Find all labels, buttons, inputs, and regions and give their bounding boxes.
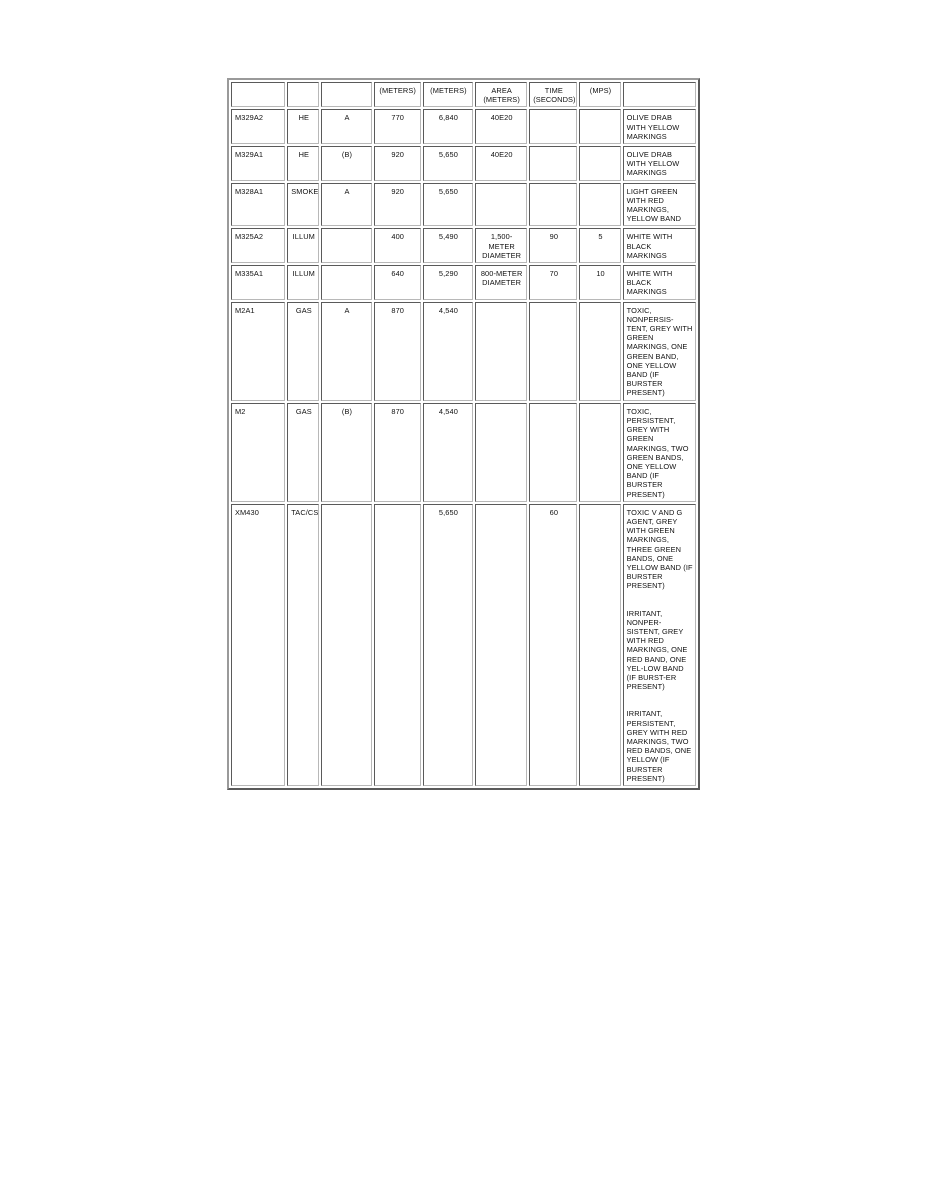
min-range-cell: 870	[374, 302, 421, 401]
max-range-cell: 5,650	[423, 504, 473, 786]
model-cell: M329A2	[231, 109, 285, 144]
max-range-cell: 6,840	[423, 109, 473, 144]
fuze-cell	[321, 228, 371, 263]
model-cell: M329A1	[231, 146, 285, 181]
markings-text: OLIVE DRAB WITH YELLOW MARKINGS	[626, 113, 680, 141]
markings-cell	[623, 504, 696, 786]
fuze-cell	[321, 265, 371, 300]
table-row	[231, 109, 696, 144]
markings-cell	[623, 146, 696, 181]
markings-cell	[623, 228, 696, 263]
type-cell: HE	[287, 109, 319, 144]
model-cell: M325A2	[231, 228, 285, 263]
speed-cell	[579, 183, 620, 227]
table-row	[231, 504, 696, 786]
type-cell: HE	[287, 146, 319, 181]
speed-cell	[579, 504, 620, 786]
ammunition-data-table	[227, 78, 700, 790]
header-cell: (MPS)	[579, 82, 620, 107]
time-cell: 70	[529, 265, 577, 300]
markings-text: TOXIC, NONPERSIS-TENT, GREY WITH GREEN MARKINGS, ONE GREEN BAND, ONE YELLOW BAND (IF BURSTER PRESENT)	[626, 305, 693, 398]
time-cell	[529, 109, 577, 144]
type-cell: ILLUM	[287, 265, 319, 300]
time-cell: 90	[529, 228, 577, 263]
fuze-cell: A	[321, 109, 371, 144]
markings-text: IRRITANT, NONPER-SISTENT, GREY WITH RED MARKINGS, ONE RED BAND, ONE YEL-LOW BAND (IF BURST-ER PRESENT)	[626, 608, 688, 692]
markings-text: OLIVE DRAB WITH YELLOW MARKINGS	[626, 150, 680, 178]
max-range-cell: 5,290	[423, 265, 473, 300]
speed-cell	[579, 109, 620, 144]
type-cell: SMOKE	[287, 183, 319, 227]
speed-cell: 5	[579, 228, 620, 263]
min-range-cell: 870	[374, 403, 421, 502]
header-cell: (METERS)	[374, 82, 421, 107]
speed-cell: 10	[579, 265, 620, 300]
fuze-cell: (B)	[321, 403, 371, 502]
table-header-row	[231, 82, 696, 107]
markings-cell	[623, 302, 696, 401]
speed-cell	[579, 403, 620, 502]
min-range-cell	[374, 504, 421, 786]
markings-text: TOXIC V AND G AGENT, GREY WITH GREEN MARKINGS, THREE GREEN BANDS, ONE YELLOW BAND (IF BURSTER PRESENT)	[626, 507, 693, 591]
markings-text: WHITE WITH BLACK MARKINGS	[626, 269, 673, 297]
speed-cell	[579, 146, 620, 181]
markings-cell	[623, 109, 696, 144]
fuze-cell: (B)	[321, 146, 371, 181]
time-cell	[529, 403, 577, 502]
table-row	[231, 228, 696, 263]
max-range-cell: 5,490	[423, 228, 473, 263]
area-cell	[475, 183, 527, 227]
model-cell: M328A1	[231, 183, 285, 227]
header-cell	[287, 82, 319, 107]
markings-cell	[623, 183, 696, 227]
header-cell: AREA (METERS)	[475, 82, 527, 107]
model-cell: M2	[231, 403, 285, 502]
type-cell: TAC/CS	[287, 504, 319, 786]
fuze-cell	[321, 504, 371, 786]
header-cell	[321, 82, 371, 107]
markings-text: WHITE WITH BLACK MARKINGS	[626, 232, 673, 260]
area-cell: 40E20	[475, 109, 527, 144]
max-range-cell: 5,650	[423, 146, 473, 181]
min-range-cell: 770	[374, 109, 421, 144]
markings-text: TOXIC, PERSISTENT, GREY WITH GREEN MARKINGS, TWO GREEN BANDS, ONE YELLOW BAND (IF BURSTER PRESENT)	[626, 406, 689, 499]
header-cell	[231, 82, 285, 107]
header-cell	[623, 82, 696, 107]
area-cell: 40E20	[475, 146, 527, 181]
speed-cell	[579, 302, 620, 401]
fuze-cell: A	[321, 183, 371, 227]
fuze-cell: A	[321, 302, 371, 401]
markings-text: LIGHT GREEN WITH RED MARKINGS, YELLOW BAND	[626, 186, 682, 224]
time-cell	[529, 302, 577, 401]
type-cell: ILLUM	[287, 228, 319, 263]
time-cell	[529, 146, 577, 181]
area-cell	[475, 504, 527, 786]
markings-cell	[623, 265, 696, 300]
max-range-cell: 4,540	[423, 302, 473, 401]
area-cell	[475, 302, 527, 401]
header-cell: TIME (SECONDS)	[529, 82, 577, 107]
max-range-cell: 5,650	[423, 183, 473, 227]
markings-text: IRRITANT, PERSISTENT, GREY WITH RED MARKINGS, TWO RED BANDS, ONE YELLOW (IF BURSTER PRESENT)	[626, 709, 692, 783]
table-row	[231, 146, 696, 181]
area-cell: 800-METER DIAMETER	[475, 265, 527, 300]
model-cell: XM430	[231, 504, 285, 786]
header-cell: (METERS)	[423, 82, 473, 107]
min-range-cell: 400	[374, 228, 421, 263]
min-range-cell: 920	[374, 146, 421, 181]
table-row	[231, 302, 696, 401]
type-cell: GAS	[287, 403, 319, 502]
table-row	[231, 183, 696, 227]
area-cell: 1,500-METER DIAMETER	[475, 228, 527, 263]
table-row	[231, 403, 696, 502]
min-range-cell: 920	[374, 183, 421, 227]
model-cell: M335A1	[231, 265, 285, 300]
time-cell: 60	[529, 504, 577, 786]
min-range-cell: 640	[374, 265, 421, 300]
area-cell	[475, 403, 527, 502]
max-range-cell: 4,540	[423, 403, 473, 502]
time-cell	[529, 183, 577, 227]
markings-cell	[623, 403, 696, 502]
table-row	[231, 265, 696, 300]
model-cell: M2A1	[231, 302, 285, 401]
type-cell: GAS	[287, 302, 319, 401]
